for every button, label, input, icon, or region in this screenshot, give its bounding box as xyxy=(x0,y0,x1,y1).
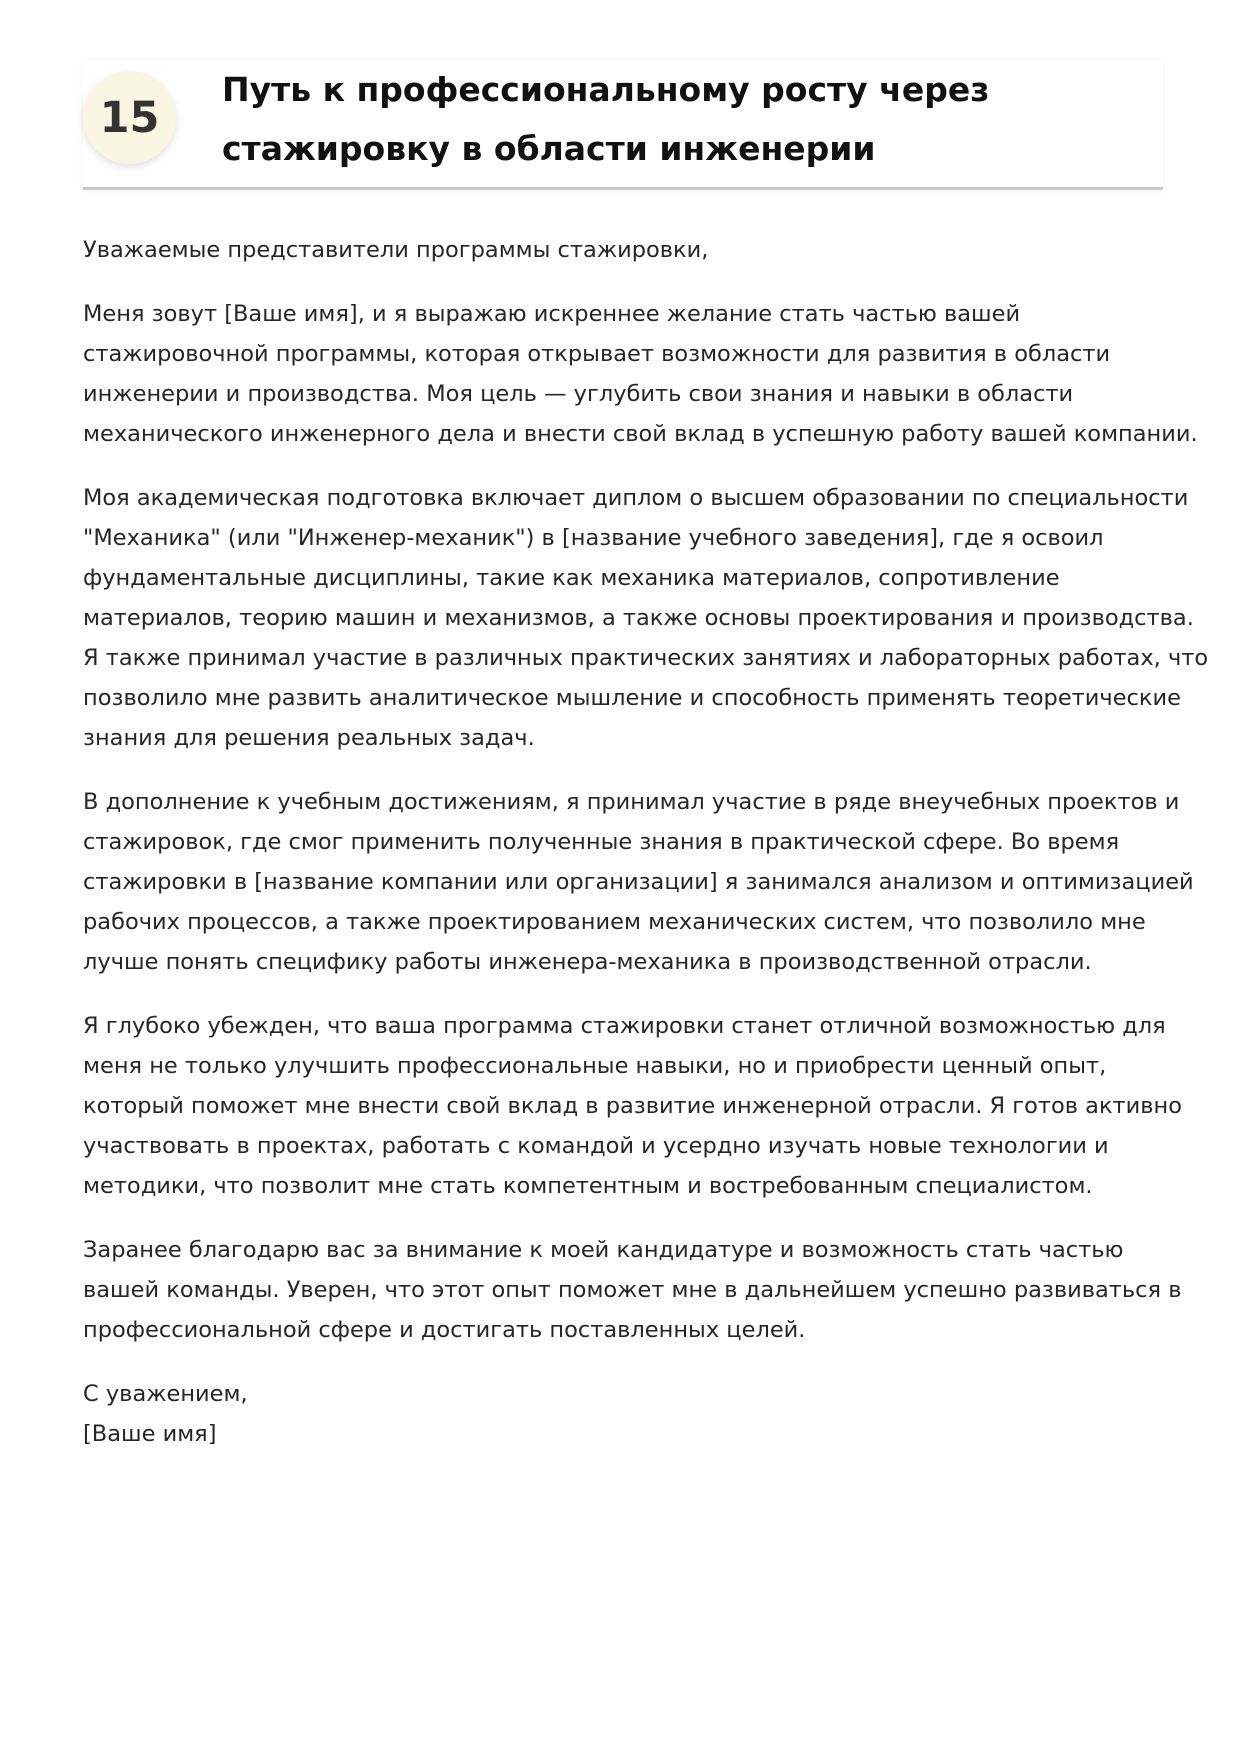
paragraph-education xyxy=(83,478,1209,758)
paragraph-intro xyxy=(83,294,1198,454)
text-line: Меня зовут [Ваше имя], и я выражаю искреннее желание стать частью вашей xyxy=(83,301,1021,327)
text-line: участвовать в проектах, работать с командой и усердно изучать новые технологии и xyxy=(83,1133,1109,1159)
text-line: лучше понять специфику работы инженера-механика в производственной отрасли. xyxy=(83,949,1092,975)
text-line: "Механика" (или "Инженер-механик") в [название учебного заведения], где я освоил xyxy=(83,525,1104,551)
paragraph-experience xyxy=(83,782,1194,982)
section-number-badge: 15 xyxy=(83,71,176,164)
text-line: Я также принимал участие в различных практических занятиях и лабораторных работах, что xyxy=(83,645,1209,671)
text-line: стажировки в [название компании или организации] я занимался анализом и оптимизацией xyxy=(83,869,1194,895)
greeting: Уважаемые представители программы стажировки, xyxy=(83,237,709,263)
text-line: вашей команды. Уверен, что этот опыт поможет мне в дальнейшем успешно развиваться в xyxy=(83,1277,1182,1303)
text-line: Я глубоко убежден, что ваша программа стажировки станет отличной возможностью для xyxy=(83,1013,1166,1039)
text-line: Заранее благодарю вас за внимание к моей кандидатуре и возможность стать частью xyxy=(83,1237,1124,1263)
signoff xyxy=(83,1374,1163,1454)
text-line: фундаментальные дисциплины, такие как механика материалов, сопротивление xyxy=(83,565,1060,591)
text-line: стажировок, где смог применить полученные знания в практической сфере. Во время xyxy=(83,829,1120,855)
page-title xyxy=(222,60,1162,178)
text-line: который поможет мне внести свой вклад в развитие инженерной отрасли. Я готов активно xyxy=(83,1093,1182,1119)
signature: [Ваше имя] xyxy=(83,1421,217,1447)
text-line: методики, что позволит мне стать компетентным и востребованным специалистом. xyxy=(83,1173,1093,1199)
document-page xyxy=(83,0,1209,1454)
text-line: рабочих процессов, а также проектированием механических систем, что позволило мне xyxy=(83,909,1146,935)
text-line: инженерии и производства. Моя цель — углубить свои знания и навыки в области xyxy=(83,381,1074,407)
text-line: позволило мне развить аналитическое мышление и способность применять теоретические xyxy=(83,685,1181,711)
letter-body xyxy=(83,230,1209,1454)
text-line: В дополнение к учебным достижениям, я принимал участие в ряде внеучебных проектов и xyxy=(83,789,1180,815)
text-line: стажировочной программы, которая открывает возможности для развития в области xyxy=(83,341,1111,367)
text-line: Моя академическая подготовка включает диплом о высшем образовании по специальности xyxy=(83,485,1189,511)
paragraph-thanks xyxy=(83,1230,1182,1350)
page-header xyxy=(83,60,1163,190)
text-line: меня не только улучшить профессиональные навыки, но и приобрести ценный опыт, xyxy=(83,1053,1107,1079)
text-line: профессиональной сфере и достигать поставленных целей. xyxy=(83,1317,806,1343)
paragraph-motivation xyxy=(83,1006,1182,1206)
text-line: знания для решения реальных задач. xyxy=(83,725,535,751)
text-line: материалов, теорию машин и механизмов, а также основы проектирования и производства. xyxy=(83,605,1194,631)
text-line: механического инженерного дела и внести свой вклад в успешную работу вашей компании. xyxy=(83,421,1198,447)
title-line: стажировку в области инженерии xyxy=(222,129,876,168)
closing: С уважением, xyxy=(83,1381,248,1407)
title-line: Путь к профессиональному росту через xyxy=(222,70,990,109)
